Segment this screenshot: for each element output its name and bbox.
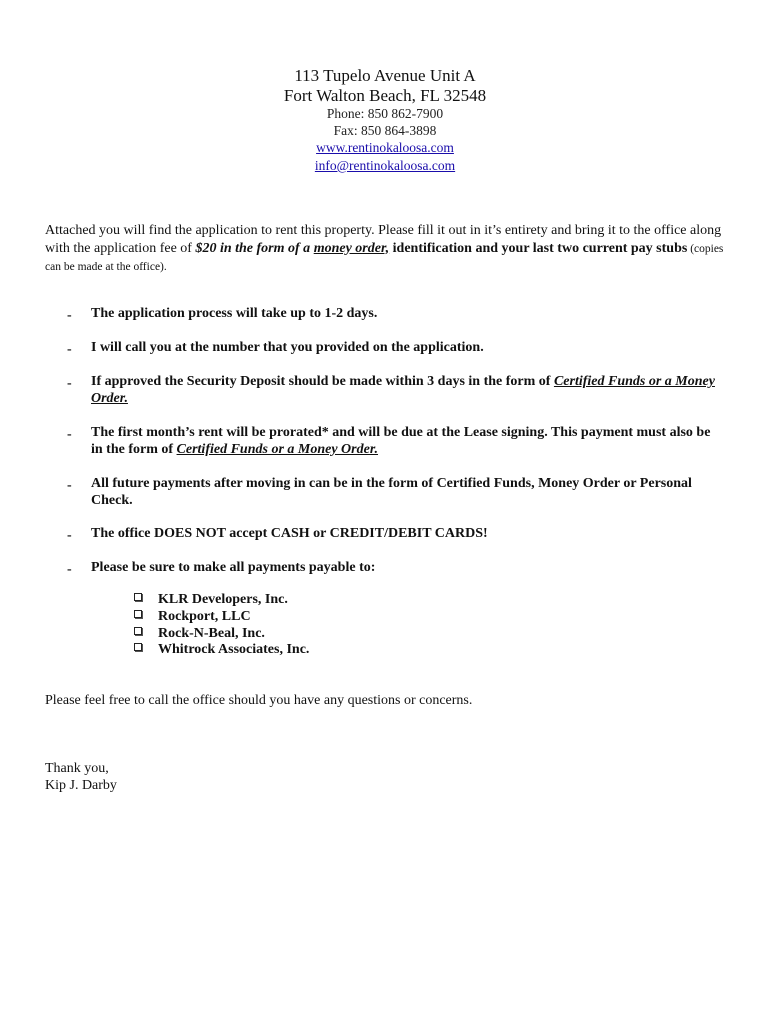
payee-name: Rock-N-Beal, Inc. xyxy=(158,625,265,641)
list-item-text xyxy=(91,374,721,407)
list-item-text: Please be sure to make all payments payable to: xyxy=(91,560,376,575)
address-line-1: 113 Tupelo Avenue Unit A xyxy=(294,66,476,85)
copies-note: (copies can be made at the office). xyxy=(45,242,724,273)
payment-method-emphasis: Certified Funds or a Money Order. xyxy=(91,374,715,406)
intro-paragraph xyxy=(45,222,725,277)
checkbox-bullet-icon xyxy=(134,643,142,651)
payee-list xyxy=(134,592,309,659)
signature-block xyxy=(45,760,117,794)
website-link[interactable]: www.rentinokaloosa.com xyxy=(316,140,454,155)
payee-name: Whitrock Associates, Inc. xyxy=(158,642,310,658)
list-item-main: If approved the Security Deposit should be made within 3 days in the form of xyxy=(91,374,554,389)
dash-bullet-icon: - xyxy=(67,376,72,391)
list-item-text: The application process will take up to 1-2 days. xyxy=(91,306,378,321)
payee-item xyxy=(134,642,309,659)
payee-item xyxy=(134,609,309,626)
intro-text: Attached you will find the application to rent this property. Please fill it out in it’s entirety and bring it to the office along with the application fee of xyxy=(45,223,722,256)
phone-number: Phone: 850 862-7900 xyxy=(326,106,444,121)
list-item-text: I will call you at the number that you provided on the application. xyxy=(91,340,484,355)
fee-text: $20 in the form of a xyxy=(195,240,314,256)
thank-you-text: Thank you, xyxy=(45,761,109,776)
dash-bullet-icon: - xyxy=(67,528,72,543)
signer-name: Kip J. Darby xyxy=(45,778,117,793)
letterhead xyxy=(0,66,770,175)
checkbox-bullet-icon xyxy=(134,627,142,635)
dash-bullet-icon: - xyxy=(67,562,72,577)
dash-bullet-icon: - xyxy=(67,342,72,357)
fax-number: Fax: 850 864-3898 xyxy=(333,122,437,138)
payee-name: KLR Developers, Inc. xyxy=(158,592,288,607)
address-line-2: Fort Walton Beach, FL 32548 xyxy=(283,86,487,105)
email-link[interactable]: info@rentinokaloosa.com xyxy=(314,158,456,173)
list-item-text: The office DOES NOT accept CASH or CREDIT/DEBIT CARDS! xyxy=(91,526,488,541)
payment-method-emphasis: Certified Funds or a Money Order. xyxy=(176,441,379,457)
dash-bullet-icon: - xyxy=(67,308,72,323)
closing-paragraph: Please feel free to call the office should you have any questions or concerns. xyxy=(45,693,473,708)
money-order-text: money order, xyxy=(313,240,390,256)
list-item-main: The first month’s rent will be prorated* and will be due at the Lease signing. This payment must also be in the form of xyxy=(91,425,711,457)
list-item-text: All future payments after moving in can be in the form of Certified Funds, Money Order or Personal Check. xyxy=(91,476,692,508)
requirements-text: identification and your last two current pay stubs xyxy=(389,240,688,256)
checkbox-bullet-icon xyxy=(134,593,142,601)
payee-name: Rockport, LLC xyxy=(158,608,251,624)
checkbox-bullet-icon xyxy=(134,610,142,618)
payee-item xyxy=(134,592,309,609)
dash-bullet-icon: - xyxy=(67,478,72,493)
list-item-text xyxy=(91,425,721,458)
payee-item xyxy=(134,626,309,643)
dash-bullet-icon: - xyxy=(67,427,72,442)
